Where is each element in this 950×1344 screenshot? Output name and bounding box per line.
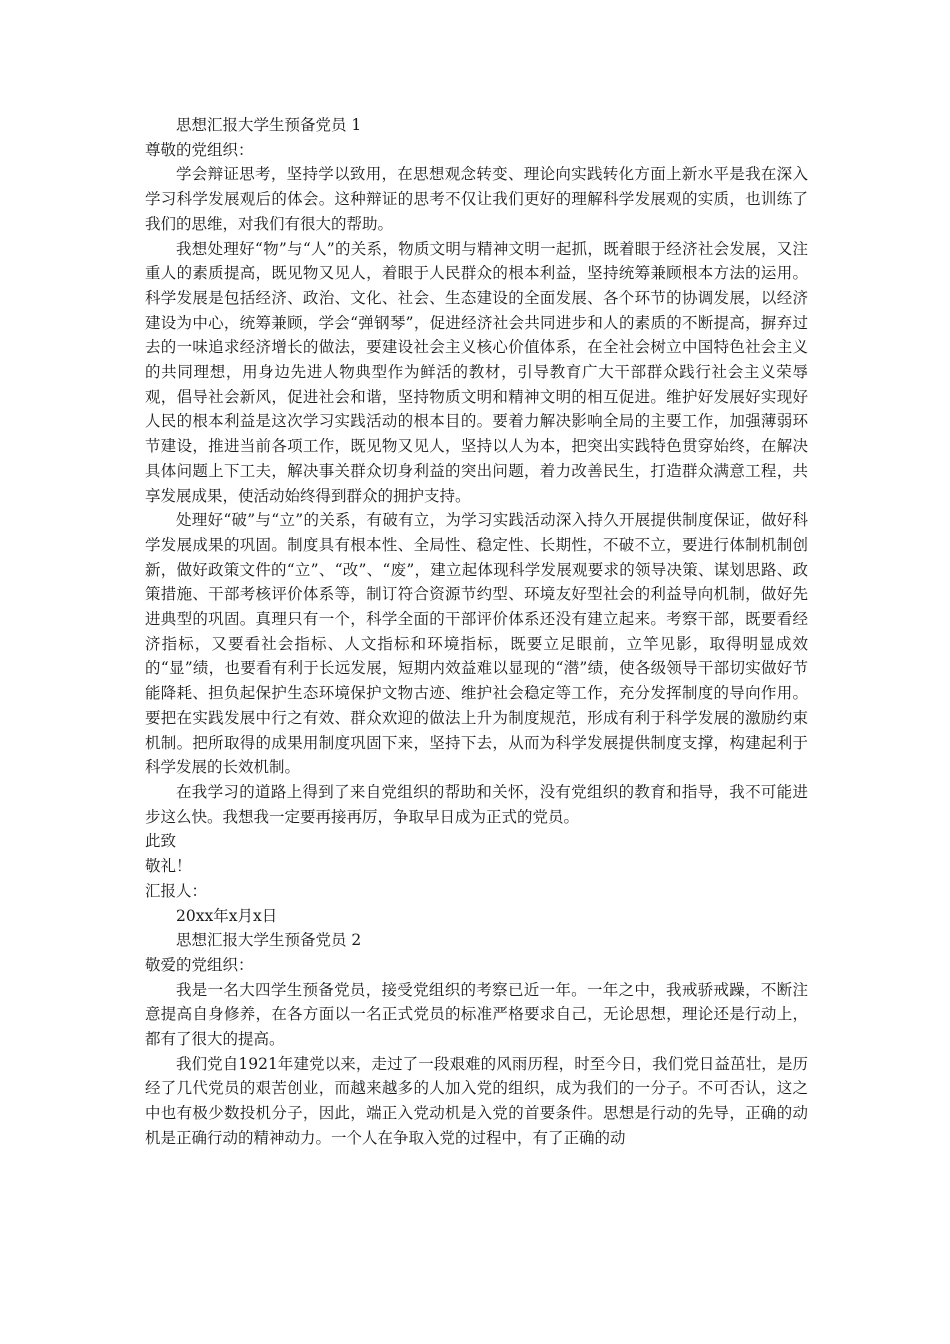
letter1-paragraph-1: 学会辩证思考，坚持学以致用，在思想观念转变、理论向实践转化方面上新水平是我在深入学习科学发展观后的体会。这种辩证的思考不仅让我们更好的理解科学发展观的实质，也训练了我们的思维，对我们有很大的帮助。 xyxy=(145,165,808,233)
letter1-paragraph-3: 处理好“破”与“立”的关系，有破有立，为学习实践活动深入持久开展提供制度保证，做好科学发展成果的巩固。制度具有根本性、全局性、稳定性、长期性，不破不立，要进行体制机制创新，做好政策文件的“立”、“改”、“废”，建立起体现科学发展观要求的领导决策、谋划思路、政策措施、干部考核评价体系等，制订符合资源节约型、环境友好型社会的利益导向机制，做好先进典型的巩固。真理只有一个，科学全面的干部评价体系还没有建立起来。考察干部，既要看经济指标，又要看社会指标、人文指标和环境指标，既要立足眼前，立竿见影，取得明显成效的“显”绩，也要看有利于长远发展，短期内效益难以显现的“潜”绩，使各级领导干部切实做好节能降耗、担负起保护生态环境保护文物古迹、维护社会稳定等工作，充分发挥制度的导向作用。要把在实践发展中行之有效、群众欢迎的做法上升为制度规范，形成有利于科学发展的激励约束机制。把所取得的成果用制度巩固下来，坚持下去，从而为科学发展提供制度支撑，构建起利于科学发展的长效机制。 xyxy=(145,511,808,777)
letter1-closing-cizhi: 此致 xyxy=(145,832,177,851)
letter1-salutation: 尊敬的党组织： xyxy=(145,140,254,159)
letter2-salutation: 敬爱的党组织： xyxy=(145,955,254,974)
letter1-paragraph-2: 我想处理好“物”与“人”的关系，物质文明与精神文明一起抓，既着眼于经济社会发展，又注重人的素质提高，既见物又见人，着眼于人民群众的根本利益，坚持统筹兼顾根本方法的运用。科学发展是包括经济、政治、文化、社会、生态建设的全面发展、各个环节的协调发展，以经济建设为中心，统筹兼顾，学会“弹钢琴”，促进经济社会共同进步和人的素质的不断提高，摒弃过去的一味追求经济增长的做法，要建设社会主义核心价值体系，在全社会树立中国特色社会主义的共同理想，用身边先进人物典型作为鲜活的教材，引导教育广大干部群众践行社会主义荣辱观，倡导社会新风，促进社会和谐，坚持物质文明和精神文明的相互促进。维护好发展好实现好人民的根本利益是这次学习实践活动的根本目的。要着力解决影响全局的主要工作，加强薄弱环节建设，推进当前各项工作，既见物又见人，坚持以人为本，把突出实践特色贯穿始终，在解决具体问题上下工夫，解决事关群众切身利益的突出问题，着力改善民生，打造群众满意工程，共享发展成果，使活动始终得到群众的拥护支持。 xyxy=(145,239,808,505)
letter2-paragraph-1: 我是一名大四学生预备党员，接受党组织的考察已近一年。一年之中，我戒骄戒躁，不断注意提高自身修养，在各方面以一名正式党员的标准严格要求自己，无论思想，理论还是行动上，都有了很大的提高。 xyxy=(145,980,808,1049)
letter1-title: 思想汇报大学生预备党员 1 xyxy=(176,116,362,134)
letter2-paragraph-2: 我们党自1921年建党以来，走过了一段艰难的风雨历程，时至今日，我们党日益茁壮，是历经了几代党员的艰苦创业，而越来越多的人加入党的组织，成为我们的一分子。不可否认，这之中也有极少数投机分子，因此，端正入党动机是入党的首要条件。思想是行动的先导，正确的动机是正确行动的精神动力。一个人在争取入党的过程中，有了正确的动 xyxy=(145,1054,808,1147)
document-page xyxy=(145,113,808,1151)
letter1-reporter: 汇报人： xyxy=(145,881,208,900)
letter1-paragraph-4: 在我学习的道路上得到了来自党组织的帮助和关怀，没有党组织的教育和指导，我不可能进步这么快。我想我一定要再接再厉，争取早日成为正式的党员。 xyxy=(145,782,808,826)
letter2-title: 思想汇报大学生预备党员 2 xyxy=(176,931,362,950)
letter1-closing-jingli: 敬礼！ xyxy=(145,857,192,876)
letter1-date: 20xx年x月x日 xyxy=(176,906,278,925)
